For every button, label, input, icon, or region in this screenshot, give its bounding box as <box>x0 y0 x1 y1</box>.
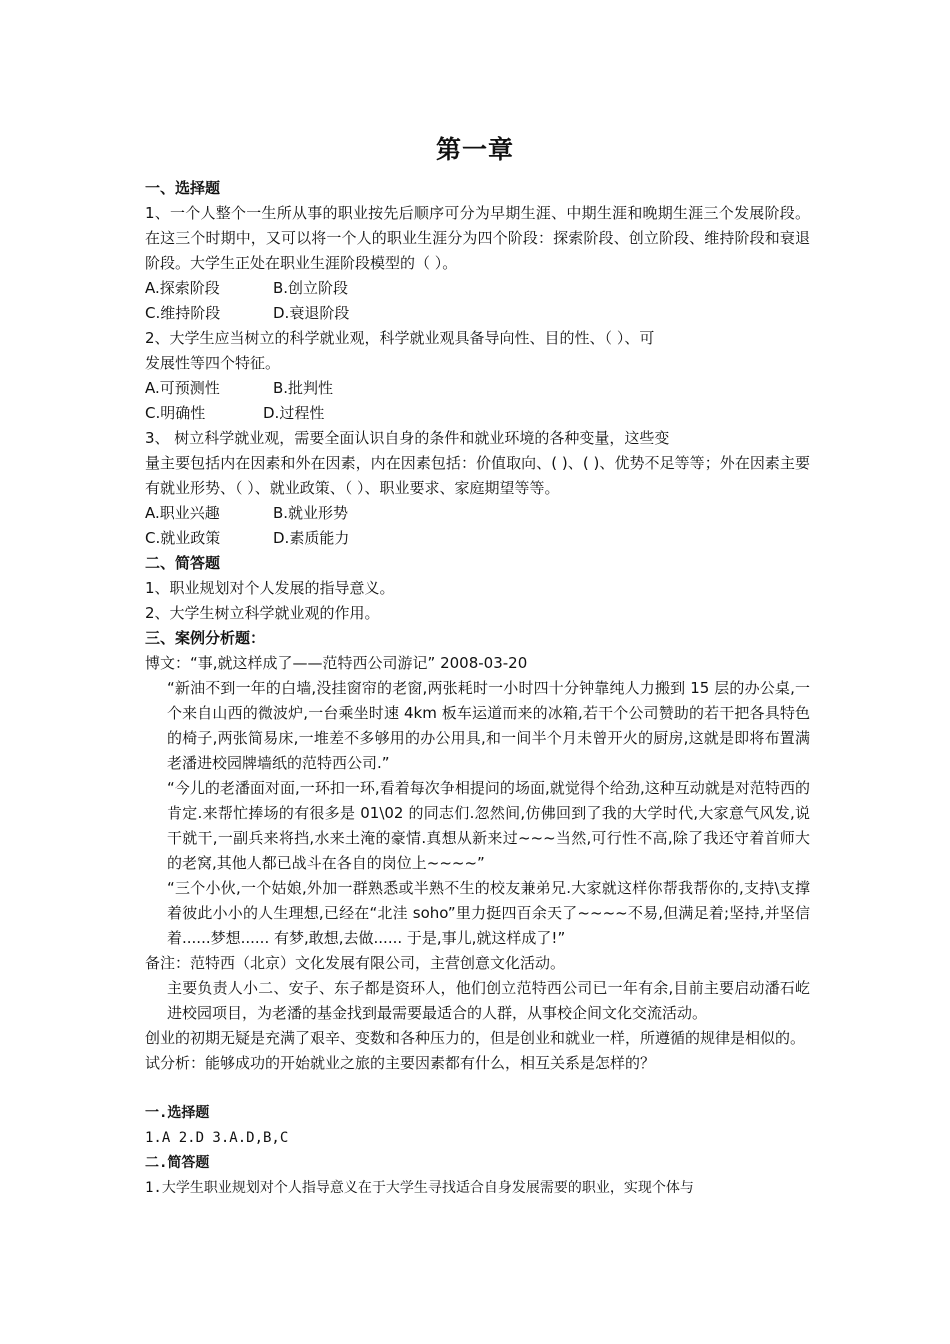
question-1-options <box>145 276 810 301</box>
case-note: 备注：范特西（北京）文化发展有限公司，主营创意文化活动。 <box>145 954 566 972</box>
answer-line: 1.A 2.D 3.A.D,B,C <box>145 1130 289 1146</box>
question-2-line-1: 2、大学生应当树立的科学就业观，科学就业观具备导向性、目的性、（ ）、可 <box>145 329 655 347</box>
case-paragraph: 创业的初期无疑是充满了艰辛、变数和各种压力的，但是创业和就业一样，所遵循的规律是相似的。 <box>145 1029 806 1047</box>
answer-heading-short: 二.简答题 <box>145 1155 210 1171</box>
question-2-options-2 <box>145 401 810 426</box>
option-b: B.就业形势 <box>273 504 349 522</box>
question-1-options-2 <box>145 301 810 326</box>
option-d: D.过程性 <box>263 404 325 422</box>
question-3-options-2 <box>145 526 810 551</box>
spacer <box>145 1076 810 1101</box>
question-3-text: 量主要包括内在因素和外在因素，内在因素包括：价值取向、( )、( )、优势不足等等；外在因素主要有就业形势、（ ）、就业政策、（ ）、职业要求、家庭期望等等。 <box>145 454 810 497</box>
option-c: C.明确性 <box>145 404 206 422</box>
question-2-line-2: 发展性等四个特征。 <box>145 354 281 372</box>
option-c: C.就业政策 <box>145 529 221 547</box>
option-a: A.职业兴趣 <box>145 504 220 522</box>
option-d: D.素质能力 <box>273 529 350 547</box>
blog-header: 博文：“事,就这样成了——范特西公司游记” 2008-03-20 <box>145 654 528 672</box>
option-a: A.探索阶段 <box>145 279 220 297</box>
answer-heading-choice: 一.选择题 <box>145 1105 210 1121</box>
option-b: B.批判性 <box>273 379 334 397</box>
short-answer-item: 2、大学生树立科学就业观的作用。 <box>145 604 380 622</box>
case-paragraph: 主要负责人小二、安子、东子都是资环人，他们创立范特西公司已一年有余,目前主要启动潘石屹进校园项目，为老潘的基金找到最需要最适合的人群，从事校企间文化交流活动。 <box>167 979 810 1022</box>
case-paragraph: “今儿的老潘面对面,一环扣一环,看着每次争相提问的场面,就觉得个给劲,这种互动就是对范特西的肯定.来帮忙捧场的有很多是 01\02 的同志们.忽然间,仿佛回到了我的大学时代,大家意气风发,说干就干,一副兵来将挡,水来土淹的豪情.真想从新来过~~~当然,可行性不高,除了我还守着首师大的老窝,其他人都已战斗在各自的岗位上~~~~” <box>167 779 810 872</box>
option-c: C.维持阶段 <box>145 304 221 322</box>
option-a: A.可预测性 <box>145 379 220 397</box>
question-3-line-1: 3、 树立科学就业观，需要全面认识自身的条件和就业环境的各种变量，这些变 <box>145 429 670 447</box>
chapter-title: 第一章 <box>435 135 514 164</box>
case-question: 试分析：能够成功的开始就业之旅的主要因素都有什么，相互关系是怎样的？ <box>145 1054 656 1072</box>
question-3-options <box>145 501 810 526</box>
question-1-text: 1、一个人整个一生所从事的职业按先后顺序可分为早期生涯、中期生涯和晚期生涯三个发展阶段。在这三个时期中，又可以将一个人的职业生涯分为四个阶段：探索阶段、创立阶段、维持阶段和衰退阶段。大学生正处在职业生涯阶段模型的（ ）。 <box>145 204 810 272</box>
section-heading-choice: 一、选择题 <box>145 179 221 197</box>
question-2-options <box>145 376 810 401</box>
option-b: B.创立阶段 <box>273 279 349 297</box>
short-answer-item: 1、职业规划对个人发展的指导意义。 <box>145 579 395 597</box>
case-paragraph: “三个小伙,一个姑娘,外加一群熟悉或半熟不生的校友兼弟兄.大家就这样你帮我帮你的,支持\支撑着彼此小小的人生理想,已经在“北洼 soho”里力挺四百余天了~~~~不易,但满足着;坚持,并坚信着......梦想...... 有梦,敢想,去做...... 于是,事儿,就这样成了!” <box>167 879 810 947</box>
answer-line: 1.大学生职业规划对个人指导意义在于大学生寻找适合自身发展需要的职业，实现个体与 <box>145 1180 694 1196</box>
document-body <box>145 176 810 1201</box>
option-d: D.衰退阶段 <box>273 304 350 322</box>
section-heading-short-answer: 二、简答题 <box>145 554 221 572</box>
case-paragraph: “新油不到一年的白墙,没挂窗帘的老窗,两张耗时一小时四十分钟靠纯人力搬到 15 层的办公桌,一个来自山西的微波炉,一台乘坐时速 4km 板车运道而来的冰箱,若干个公司赞助的若干把各具特色的椅子,两张简易床,一堆差不多够用的办公用具,和一间半个月未曾开火的厨房,这就是即将布置满老潘进校园牌墙纸的范特西公司.” <box>167 679 810 772</box>
section-heading-case: 三、案例分析题： <box>145 629 266 647</box>
